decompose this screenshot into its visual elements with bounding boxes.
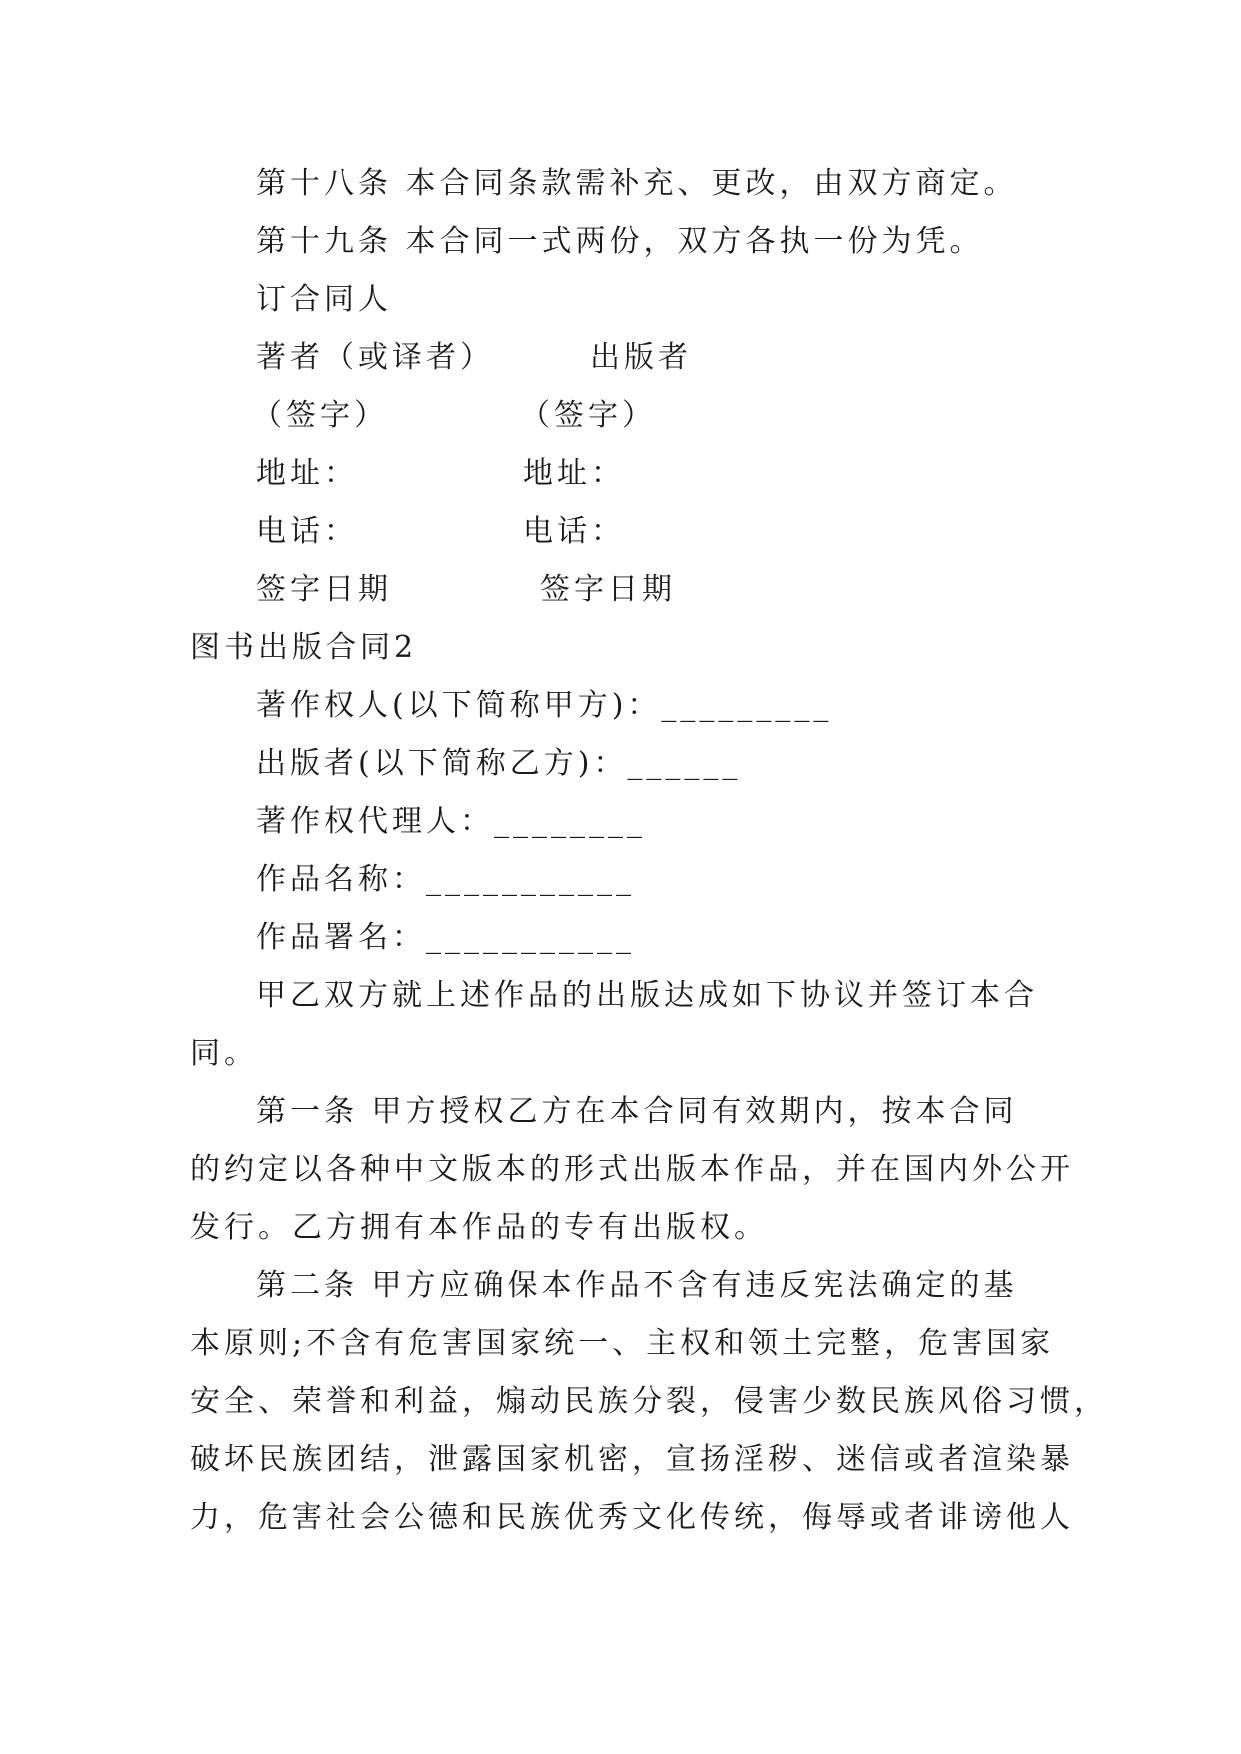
article-19: 第十九条 本合同一式两份，双方各执一份为凭。 xyxy=(256,224,984,259)
article-2-line-2: 本原则;不含有危害国家统一、主权和领土完整，危害国家 xyxy=(190,1326,1055,1361)
preamble-line-1: 甲乙双方就上述作品的出版达成如下协议并签订本合 xyxy=(256,978,1038,1013)
author-signature: （签字） xyxy=(252,398,388,433)
article-1-line-1: 第一条 甲方授权乙方在本合同有效期内，按本合同 xyxy=(256,1094,1018,1129)
publisher-signature: （签字） xyxy=(520,398,656,433)
publisher-phone: 电话： xyxy=(523,514,625,549)
article-2-line-5: 力，危害社会公德和民族优秀文化传统，侮辱或者诽谤他人 xyxy=(190,1500,1074,1535)
article-2-line-4: 破坏民族团结，泄露国家机密，宣扬淫秽、迷信或者渲染暴 xyxy=(190,1442,1074,1477)
author-label: 著者（或译者） xyxy=(256,340,494,375)
copyright-agent-line: 著作权代理人：________ xyxy=(256,804,646,839)
author-phone: 电话： xyxy=(256,514,358,549)
contract-2-title: 图书出版合同2 xyxy=(190,630,418,665)
article-2-line-1: 第二条 甲方应确保本作品不含有违反宪法确定的基 xyxy=(256,1268,1018,1303)
preamble-line-2: 同。 xyxy=(190,1036,258,1071)
party-b-line: 出版者(以下简称乙方)：______ xyxy=(256,746,742,781)
article-1-line-3: 发行。乙方拥有本作品的专有出版权。 xyxy=(190,1210,768,1245)
publisher-label: 出版者 xyxy=(590,340,692,375)
signatories-heading: 订合同人 xyxy=(256,282,392,317)
work-byline-line: 作品署名：___________ xyxy=(256,920,635,955)
publisher-address: 地址： xyxy=(523,456,625,491)
article-2-line-3: 安全、荣誉和利益，煽动民族分裂，侵害少数民族风俗习惯， xyxy=(190,1384,1108,1419)
work-name-line: 作品名称：___________ xyxy=(256,862,635,897)
author-sign-date: 签字日期 xyxy=(256,572,392,607)
article-1-line-2: 的约定以各种中文版本的形式出版本作品，并在国内外公开 xyxy=(190,1152,1074,1187)
publisher-sign-date: 签字日期 xyxy=(540,572,676,607)
author-address: 地址： xyxy=(256,456,358,491)
article-18: 第十八条 本合同条款需补充、更改，由双方商定。 xyxy=(256,166,1018,201)
party-a-line: 著作权人(以下简称甲方)：_________ xyxy=(256,688,833,723)
